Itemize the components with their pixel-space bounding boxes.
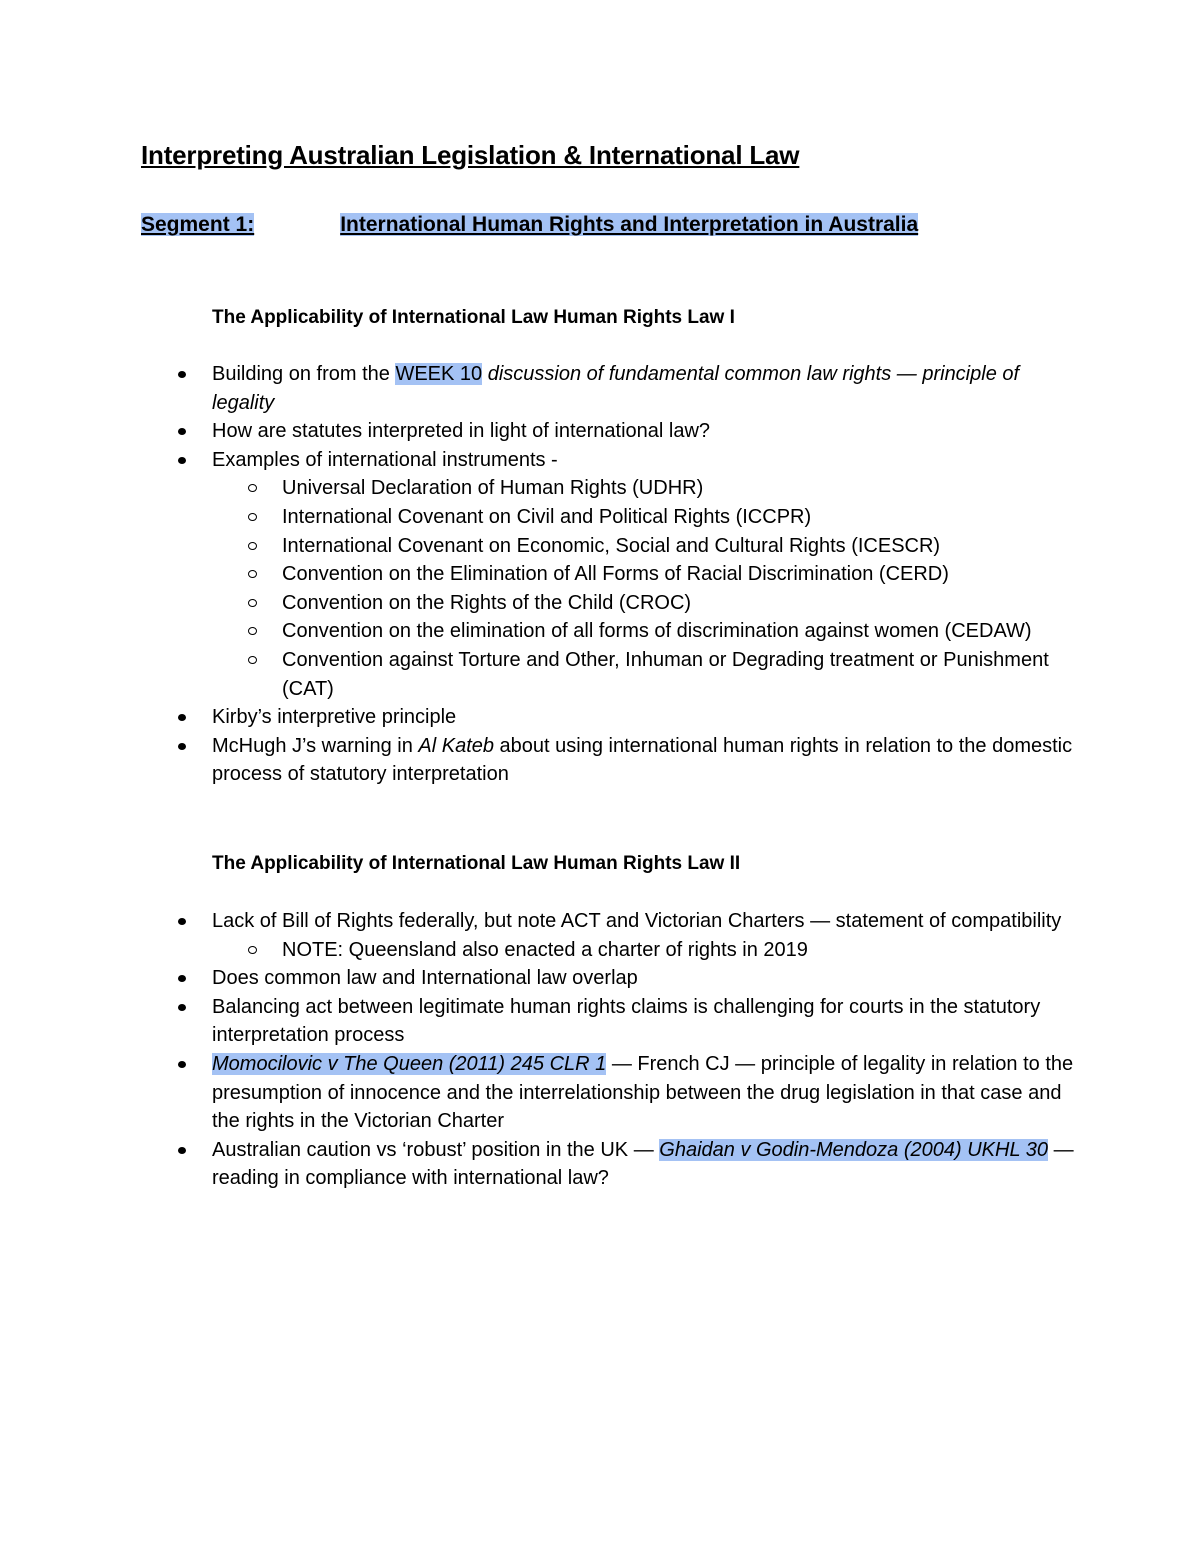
list-item	[0, 417, 1200, 446]
bullet-icon	[178, 743, 186, 750]
bullet-icon	[178, 714, 186, 721]
circle-bullet-icon	[248, 513, 257, 521]
list-item	[0, 1136, 1200, 1193]
instrument-text: Convention on the Rights of the Child (CROC)	[282, 591, 692, 614]
case-citation: Momocilovic v The Queen (2011) 245 CLR 1	[212, 1052, 607, 1075]
sub-list-item	[0, 936, 1200, 965]
circle-bullet-icon	[248, 542, 257, 550]
week-highlight: WEEK 10	[395, 363, 483, 385]
item-text: Examples of international instruments -	[212, 448, 558, 471]
document-title: Interpreting Australian Legislation & International Law	[141, 140, 800, 170]
list-item	[0, 446, 1200, 475]
section-2-heading: The Applicability of International Law Human Rights Law II	[212, 853, 741, 874]
segment-label: Segment 1:	[141, 213, 255, 236]
item-text: Australian caution vs ‘robust’ position in the UK —	[212, 1138, 660, 1161]
item-text: Does common law and International law overlap	[212, 967, 638, 990]
item-text: McHugh J’s warning in	[212, 734, 419, 757]
bullet-icon	[178, 1061, 186, 1068]
bullet-icon	[178, 428, 186, 435]
segment-heading	[141, 213, 918, 237]
segment-title: International Human Rights and Interpretation in Australia	[340, 213, 919, 236]
circle-bullet-icon	[248, 946, 257, 954]
circle-bullet-icon	[248, 656, 257, 664]
sub-list-item	[0, 617, 1200, 646]
sub-list-item	[0, 589, 1200, 618]
circle-bullet-icon	[248, 484, 257, 492]
list-item	[0, 964, 1200, 993]
section-1-heading: The Applicability of International Law Human Rights Law I	[212, 307, 735, 328]
item-text: Lack of Bill of Rights federally, but note ACT and Victorian Charters — statement of compatibility	[212, 910, 1062, 932]
bullet-icon	[178, 1004, 186, 1011]
item-text: about using international human rights in relation to the domestic process of statutory interpretation	[212, 734, 1073, 786]
instrument-text: Convention on the elimination of all forms of discrimination against women (CEDAW)	[282, 620, 1032, 643]
sub-list-item	[0, 532, 1200, 561]
item-text: Kirby’s interpretive principle	[212, 706, 457, 729]
case-name: Al Kateb	[418, 734, 494, 757]
bullet-icon	[178, 371, 186, 378]
sub-list-item	[0, 560, 1200, 589]
bullet-icon	[178, 457, 186, 464]
instrument-text: Convention on the Elimination of All Forms of Racial Discrimination (CERD)	[282, 563, 949, 586]
list-item	[0, 907, 1200, 936]
bullet-icon	[178, 1147, 186, 1154]
item-text: — French CJ — principle of legality in relation to the presumption of innocence and the interrelationship between the drug legislation in that case and the rights in the Victorian Charter	[212, 1052, 1074, 1133]
sub-list-item	[0, 646, 1200, 703]
instrument-text: International Covenant on Civil and Political Rights (ICCPR)	[282, 505, 812, 528]
instrument-text: Universal Declaration of Human Rights (UDHR)	[282, 477, 704, 500]
item-text: NOTE: Queensland also enacted a charter of rights in 2019	[282, 938, 808, 961]
section-1-list	[0, 360, 1200, 789]
item-text: Balancing act between legitimate human rights claims is challenging for courts in the statutory interpretation process	[212, 995, 1041, 1047]
bullet-icon	[178, 918, 186, 925]
item-text: How are statutes interpreted in light of international law?	[212, 420, 711, 443]
instrument-text: Convention against Torture and Other, Inhuman or Degrading treatment or Punishment (CAT)	[282, 648, 1049, 700]
circle-bullet-icon	[248, 599, 257, 607]
circle-bullet-icon	[248, 627, 257, 635]
instrument-text: International Covenant on Economic, Social and Cultural Rights (ICESCR)	[282, 534, 941, 557]
item-text: — reading in compliance with international law?	[212, 1138, 1074, 1190]
item-italic-text: discussion of fundamental common law rights — principle of legality	[212, 363, 1020, 414]
list-item	[0, 1050, 1200, 1136]
case-citation: Ghaidan v Godin-Mendoza (2004) UKHL 30	[659, 1138, 1049, 1161]
section-2-list	[0, 907, 1200, 1193]
list-item	[0, 732, 1200, 789]
item-text: Building on from the	[212, 363, 396, 385]
list-item	[0, 360, 1200, 417]
circle-bullet-icon	[248, 570, 257, 578]
bullet-icon	[178, 975, 186, 982]
sub-list-item	[0, 503, 1200, 532]
list-item	[0, 993, 1200, 1050]
sub-list-item	[0, 474, 1200, 503]
list-item	[0, 703, 1200, 732]
